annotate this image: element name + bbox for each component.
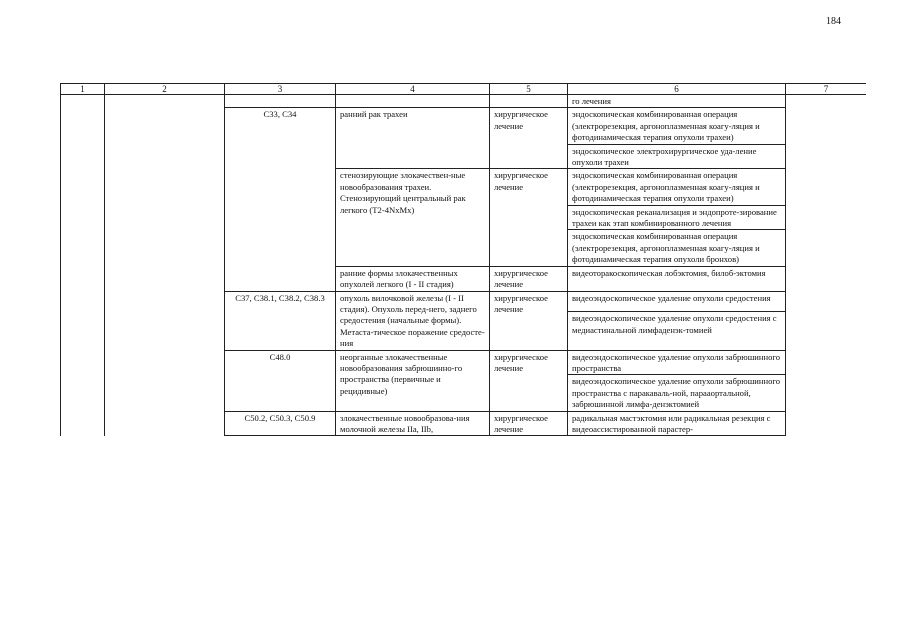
treatment-cell bbox=[490, 95, 568, 108]
header-cell: 4 bbox=[336, 84, 490, 95]
diagnosis-cell bbox=[336, 95, 490, 108]
method-cell: эндоскопическая реканализация и эндопроте-зирование трахеи как этап комбинированного лечения bbox=[568, 205, 786, 230]
diagnosis-cell: ранний рак трахеи bbox=[336, 108, 490, 169]
page-number: 184 bbox=[826, 16, 841, 27]
method-cell: видеоэндоскопическое удаление опухоли забрюшинного пространства с паракаваль-ной, парааортальной, забрюшинной лимфа-денэктомией bbox=[568, 375, 786, 411]
method-cell: го лечения bbox=[568, 95, 786, 108]
treatment-cell: хирургическое лечение bbox=[490, 266, 568, 291]
col7-empty-cell bbox=[786, 95, 867, 436]
treatment-cell: хирургическое лечение bbox=[490, 169, 568, 266]
treatment-cell: хирургическое лечение bbox=[490, 291, 568, 350]
diagnosis-cell: опухоль вилочковой железы (I - II стадия). Опухоль перед-него, заднего средостения (начальные формы). Метаста-тическое поражение средосте-ния bbox=[336, 291, 490, 350]
method-cell: эндоскопическая комбинированная операция (электрорезекция, аргоноплазменная коагу-ляция и фотодинамическая терапия опухоли бронхов) bbox=[568, 230, 786, 266]
col2-empty-cell bbox=[105, 95, 225, 436]
code-cell: C48.0 bbox=[225, 350, 336, 411]
method-cell: эндоскопическая комбинированная операция (электрорезекция, аргоноплазменная коагу-ляция и фотодинамическая терапия опухоли трахеи) bbox=[568, 169, 786, 205]
method-cell: видеоэндоскопическое удаление опухоли забрюшинного пространства bbox=[568, 350, 786, 375]
diagnosis-cell: злокачественные новообразова-ния молочной железы IIa, IIb, bbox=[336, 411, 490, 436]
table-row bbox=[61, 95, 867, 108]
treatment-cell: хирургическое лечение bbox=[490, 411, 568, 436]
header-cell: 7 bbox=[786, 84, 867, 95]
code-cell: C37, C38.1, C38.2, C38.3 bbox=[225, 291, 336, 350]
method-cell: видеоэндоскопическое удаление опухоли средостения bbox=[568, 291, 786, 312]
diagnosis-cell: ранние формы злокачественных опухолей легкого (I - II стадия) bbox=[336, 266, 490, 291]
code-cell: C50.2, C50.3, C50.9 bbox=[225, 411, 336, 436]
method-cell: видеоторакоскопическая лобэктомия, билоб-эктомия bbox=[568, 266, 786, 291]
header-cell: 6 bbox=[568, 84, 786, 95]
treatment-cell: хирургическое лечение bbox=[490, 350, 568, 411]
header-cell: 2 bbox=[105, 84, 225, 95]
method-cell: радикальная мастэктомия или радикальная резекция с видеоассистированной парастер- bbox=[568, 411, 786, 436]
document-sheet bbox=[60, 83, 866, 591]
treatment-cell: хирургическое лечение bbox=[490, 108, 568, 169]
header-cell: 5 bbox=[490, 84, 568, 95]
diagnosis-cell: стенозирующие злокачествен-ные новообразования трахеи. Стенозирующий центральный рак легкого (T2-4NxMx) bbox=[336, 169, 490, 266]
header-cell: 1 bbox=[61, 84, 105, 95]
col1-empty-cell bbox=[61, 95, 105, 436]
method-cell: видеоэндоскопическое удаление опухоли средостения с медиастинальной лимфаденэк-томией bbox=[568, 312, 786, 350]
treatment-table bbox=[60, 83, 866, 436]
method-cell: эндоскопическая комбинированная операция (электрорезекция, аргоноплазменная коагу-ляция и фотодинамическая терапия опухоли трахеи) bbox=[568, 108, 786, 144]
diagnosis-cell: неорганные злокачественные новообразования забрюшинно-го пространства (первичные и рецидивные) bbox=[336, 350, 490, 411]
header-cell: 3 bbox=[225, 84, 336, 95]
method-cell: эндоскопическое электрохирургическое уда-ление опухоли трахеи bbox=[568, 144, 786, 169]
table-header-row bbox=[61, 84, 867, 95]
code-cell bbox=[225, 95, 336, 108]
code-cell: C33, C34 bbox=[225, 108, 336, 291]
